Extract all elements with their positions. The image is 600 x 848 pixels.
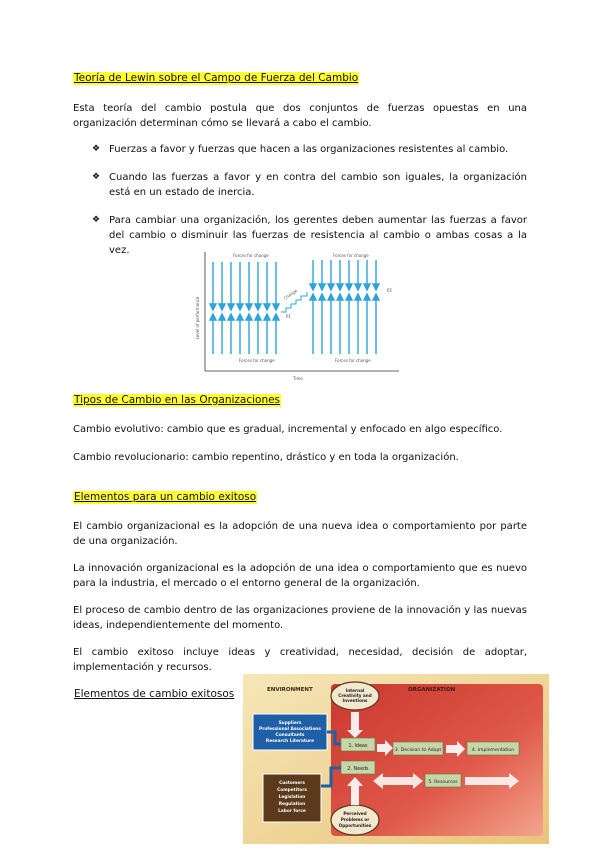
lewin-bullet-text: Fuerzas a favor y fuerzas que hacen a las organizaciones resistentes al cambio. <box>109 144 509 155</box>
force-field-diagram <box>193 248 403 383</box>
customers-line-2: Competitors <box>277 788 307 793</box>
lewin-heading: Teoría de Lewin sobre el Campo de Fuerza del Cambio <box>74 72 359 84</box>
lewin-intro: Esta teoría del cambio postula que dos conjuntos de fuerzas opuestas en una organización determinan cómo se llevará a cabo el cambio. <box>73 103 527 129</box>
bullet-diamond-icon: ❖ <box>92 172 101 182</box>
elementos-paragraph-2: La innovación organizacional es la adopción de una idea o comportamiento que es nuevo para la industria, el mercado o el entorno general de la organización. <box>73 563 527 589</box>
suppliers-line-1: Suppliers <box>278 721 302 726</box>
environment-label: ENVIRONMENT <box>267 687 313 693</box>
label-forces-top-left: Forces for change <box>233 253 269 258</box>
label-p1: P1 <box>286 314 291 319</box>
perceived-line-1: Perceived <box>343 811 367 816</box>
internal-line-2: Creativity and <box>338 693 372 698</box>
step-5-label: 5. Resources <box>428 780 458 785</box>
x-axis-label: Time <box>293 376 303 381</box>
cambio-revolucionario: Cambio revolucionario: cambio repentino, drástico y en toda la organización. <box>73 452 459 463</box>
elementos-paragraph-3: El proceso de cambio dentro de las organizaciones proviene de la innovación y las nuevas ideas, independientemente del momento. <box>73 605 527 631</box>
step-2-label: 2. Needs <box>347 767 369 772</box>
lewin-bullet-text: Para cambiar una organización, los gerentes deben aumentar las fuerzas a favor del cambio o disminuir las fuerzas de resistencia al cambio o ambas cosas a la vez. <box>109 215 527 256</box>
bullet-diamond-icon: ❖ <box>92 215 101 225</box>
elementos-paragraph-4: El cambio exitoso incluye ideas y creatividad, necesidad, decisión de adoptar, implementación y recursos. <box>73 647 527 673</box>
elementos-heading: Elementos para un cambio exitoso <box>74 491 257 503</box>
elementos-paragraph-1: El cambio organizacional es la adopción de una nueva idea o comportamiento por parte de una organización. <box>73 521 527 547</box>
step-1-label: 1. Ideas <box>348 744 368 749</box>
suppliers-line-4: Research Literature <box>265 739 315 744</box>
step-4-label: 4. Implementation <box>471 748 515 753</box>
organization-label: ORGANIZATION <box>408 687 456 693</box>
label-forces-bottom-left: Forces for change <box>239 358 275 363</box>
customers-line-5: Labor force <box>278 809 306 814</box>
left-force-arrows <box>210 262 279 354</box>
label-forces-bottom-right: Forces for change <box>335 358 371 363</box>
label-transition: Change <box>282 287 299 301</box>
bullet-diamond-icon: ❖ <box>92 144 101 154</box>
internal-line-1: Internal <box>345 688 365 693</box>
step-3-label: 3. Decision to Adopt <box>394 748 442 753</box>
change-process-diagram <box>243 674 549 844</box>
customers-line-3: Legislation <box>278 795 306 800</box>
customers-line-4: Regulation <box>278 802 306 807</box>
lewin-bullet-2 <box>92 170 527 200</box>
y-axis-label: Level of performance <box>195 296 200 340</box>
customers-line-1: Customers <box>279 781 305 786</box>
elementos-subheading: Elementos de cambio exitosos <box>74 688 235 700</box>
cambio-evolutivo: Cambio evolutivo: cambio que es gradual, incremental y enfocado en algo específico. <box>73 424 503 435</box>
suppliers-line-2: Professional Associations <box>259 727 321 732</box>
tipos-heading: Tipos de Cambio en las Organizaciones <box>74 394 281 406</box>
perceived-line-3: Opportunities <box>338 823 372 828</box>
right-force-arrows <box>310 260 379 354</box>
lewin-bullet-1 <box>92 142 527 157</box>
suppliers-box <box>253 714 327 750</box>
lewin-bullet-text: Cuando las fuerzas a favor y en contra del cambio son iguales, la organización está en un estado de inercia. <box>109 172 527 198</box>
label-forces-top-right: Forces for change <box>333 253 369 258</box>
suppliers-line-3: Consultants <box>275 733 305 738</box>
internal-line-3: Inventions <box>342 698 368 703</box>
label-p2: P2 <box>387 288 392 293</box>
perceived-line-2: Problems or <box>340 817 370 822</box>
